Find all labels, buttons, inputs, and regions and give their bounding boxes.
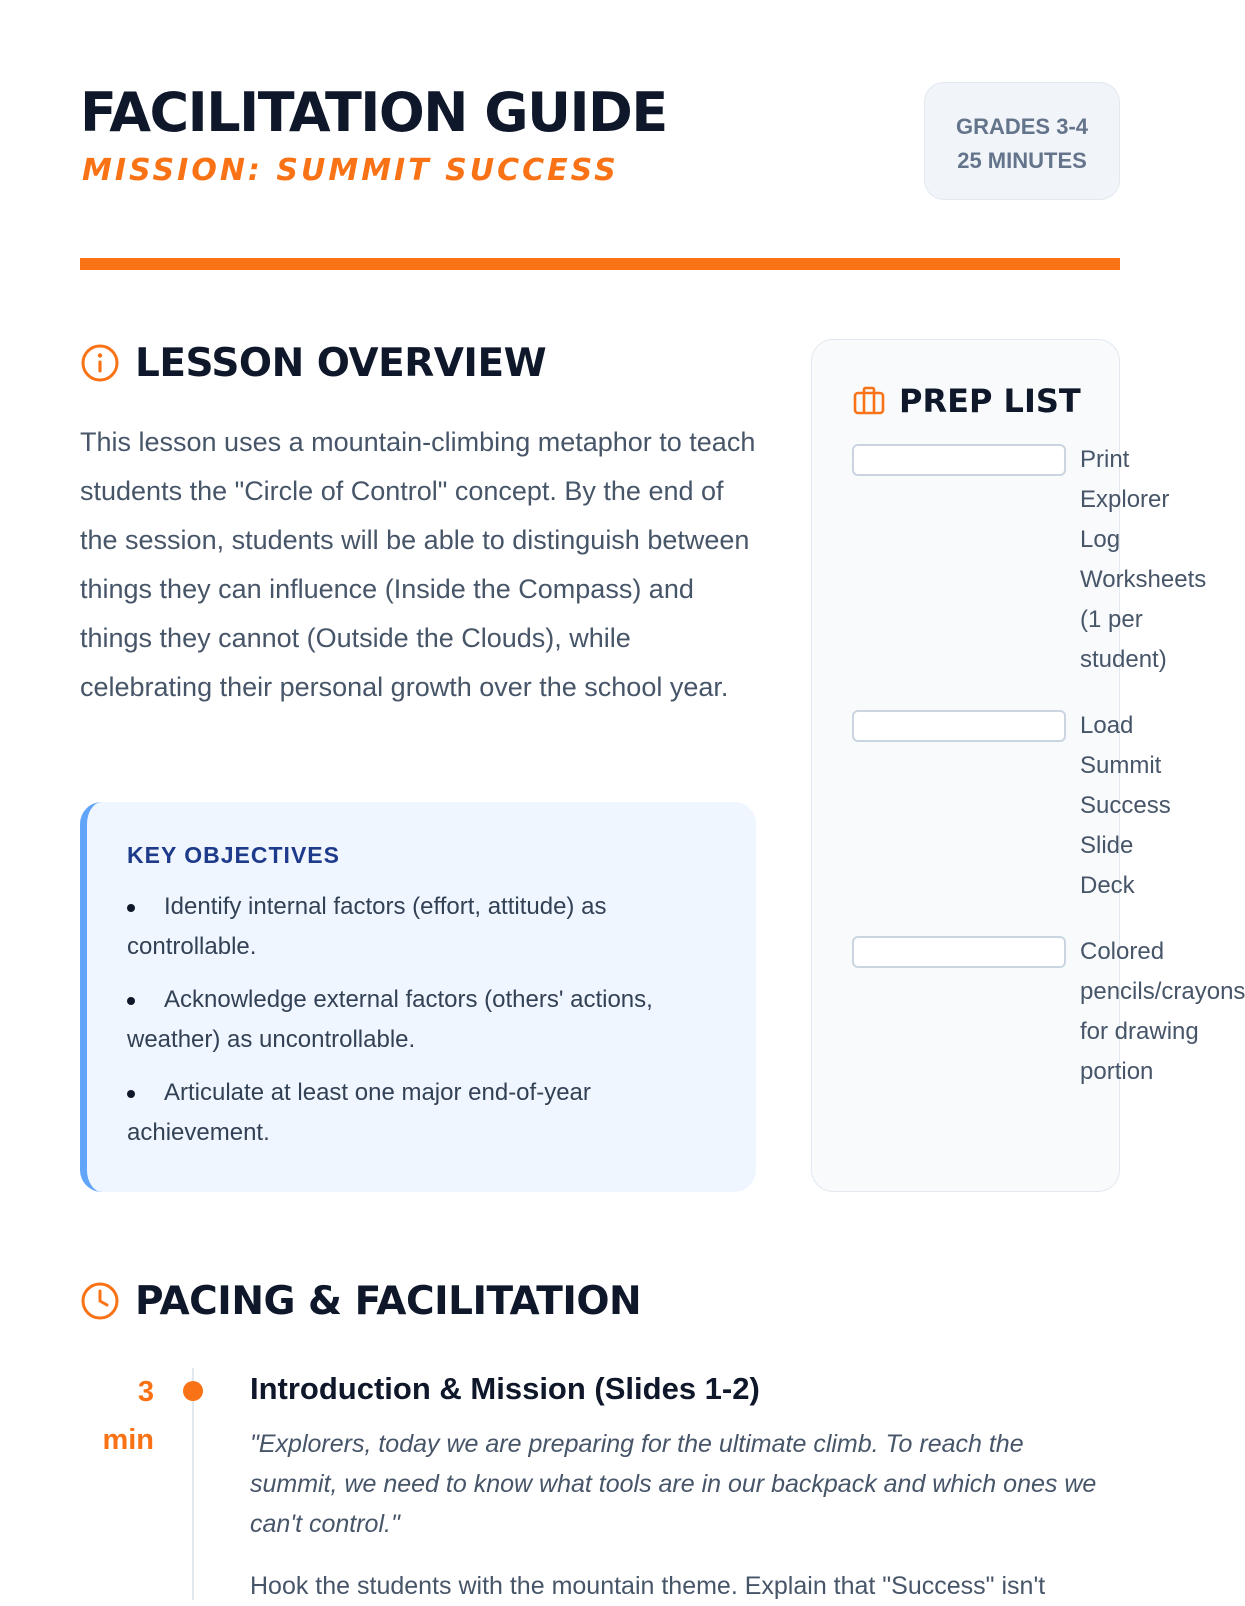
prep-item-label: Colored pencils/crayons for drawing portion [1080, 938, 1245, 1085]
prep-checkbox[interactable] [852, 444, 1066, 476]
info-circle-icon [80, 343, 120, 383]
prep-checkbox[interactable] [852, 936, 1066, 968]
clock-icon [80, 1281, 120, 1321]
step-unit: min [102, 1424, 154, 1456]
lesson-overview-text: This lesson uses a mountain-climbing metaphor to teach students the "Circle of Control" concept. By the end of the session, students will be able to distinguish between things they can influence (Inside the Compass) and things they cannot (Outside the Clouds), while celebrating their personal growth over the school year. [80, 427, 756, 702]
prep-list-card [811, 339, 1245, 1192]
step-duration [80, 1368, 154, 1464]
lesson-overview-heading [80, 340, 547, 386]
facilitation-guide-page [80, 0, 1245, 1600]
objectives-list [127, 887, 716, 1153]
page-title: FACILITATION GUIDE [80, 81, 667, 144]
step-minutes: 3 [137, 1376, 154, 1408]
grades-label: GRADES 3-4 [955, 114, 1089, 139]
prep-list-heading [852, 384, 1119, 418]
header-divider [80, 258, 1120, 270]
section-title: LESSON OVERVIEW [135, 340, 547, 386]
grade-duration-badge [924, 82, 1120, 200]
prep-checkbox[interactable] [852, 710, 1066, 742]
page-subtitle: MISSION: SUMMIT SUCCESS [82, 153, 619, 188]
objective-item: Acknowledge external factors (others' actions, weather) as uncontrollable. [127, 980, 716, 1060]
step-title: Introduction & Mission (Slides 1-2) [250, 1371, 760, 1406]
briefcase-icon [852, 384, 886, 418]
step-script-quote: "Explorers, today we are preparing for the ultimate climb. To reach the summit, we need to know what tools are in our backpack and which ones we can't control." [250, 1430, 1097, 1538]
prep-item-label: Print Explorer Log Worksheets (1 per student) [1080, 446, 1207, 673]
key-objectives-title: KEY OBJECTIVES [127, 842, 340, 868]
section-title: PACING & FACILITATION [135, 1278, 642, 1324]
step-description: Hook the students with the mountain theme. Explain that "Success" isn't [250, 1572, 1046, 1600]
prep-item[interactable] [852, 932, 1245, 1092]
prep-list-title: PREP LIST [899, 382, 1081, 420]
timeline-line [192, 1368, 194, 1600]
objective-item: Articulate at least one major end-of-year achievement. [127, 1073, 716, 1153]
timeline-dot [183, 1381, 203, 1401]
pacing-heading [80, 1278, 642, 1324]
prep-item[interactable] [852, 440, 1207, 680]
key-objectives-card [80, 802, 756, 1192]
duration-label: 25 MINUTES [957, 148, 1087, 173]
prep-item[interactable] [852, 706, 1171, 906]
objective-item: Identify internal factors (effort, attitude) as controllable. [127, 887, 716, 967]
prep-item-label: Load Summit Success Slide Deck [1080, 712, 1171, 899]
